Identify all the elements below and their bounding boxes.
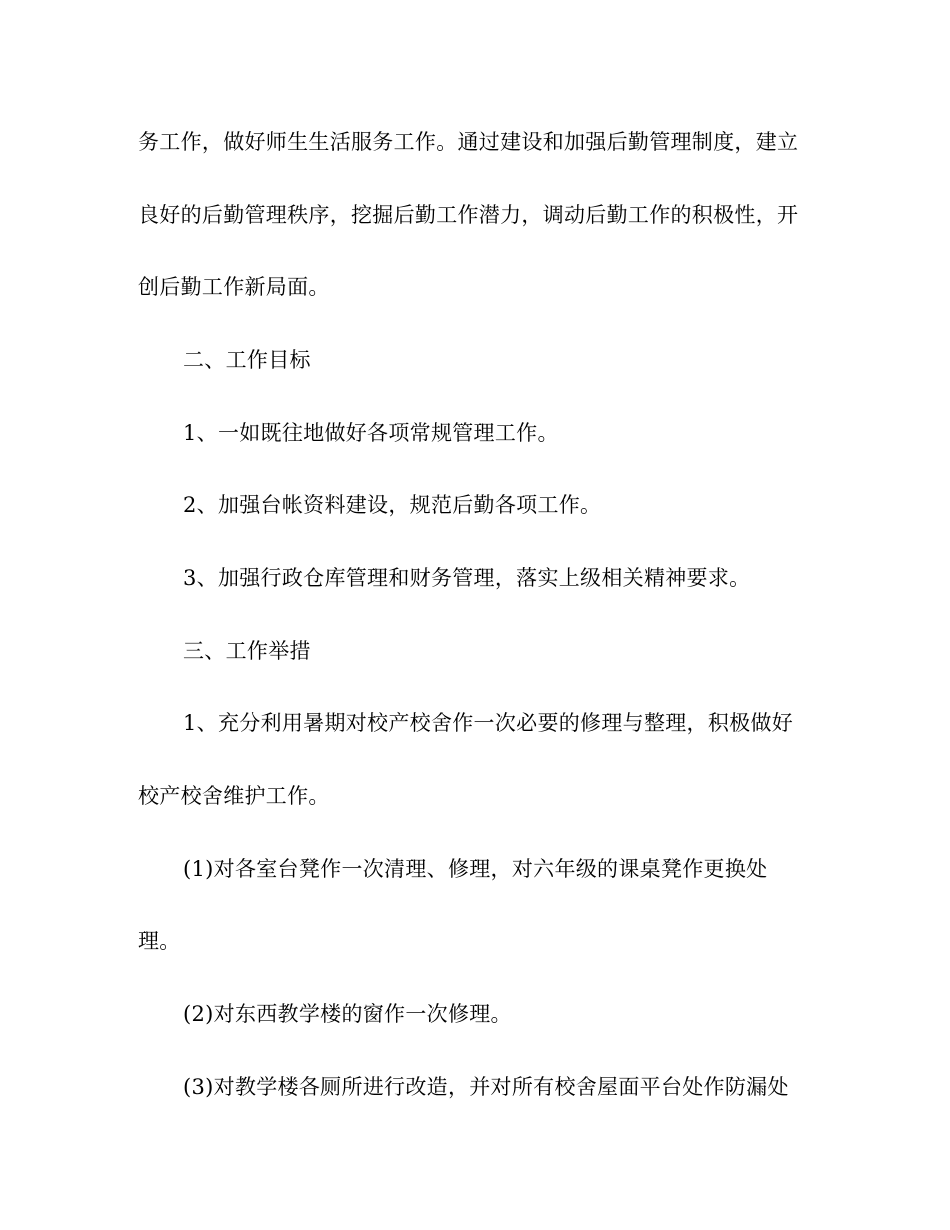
list-item: 3、加强行政仓库管理和财务管理，落实上级相关精神要求。 (183, 566, 751, 590)
paragraph-line: 创后勤工作新局面。 (138, 275, 330, 299)
paragraph-line: 校产校舍维护工作。 (138, 784, 330, 808)
section-heading: 二、工作目标 (183, 348, 311, 372)
list-item: 1、一如既往地做好各项常规管理工作。 (183, 421, 559, 445)
paragraph-line: 务工作，做好师生生活服务工作。通过建设和加强后勤管理制度，建立 (138, 130, 799, 154)
list-item: 2、加强台帐资料建设，规范后勤各项工作。 (183, 493, 602, 517)
sub-item: (2)对东西教学楼的窗作一次修理。 (183, 1002, 512, 1026)
paragraph-line: 良好的后勤管理秩序，挖掘后勤工作潜力，调动后勤工作的积极性，开 (138, 203, 799, 227)
list-item: 1、充分利用暑期对校产校舍作一次必要的修理与整理，积极做好 (183, 711, 794, 735)
paragraph-line: 理。 (138, 929, 181, 953)
section-heading: 三、工作举措 (183, 639, 311, 663)
sub-item: (1)对各室台凳作一次清理、修理，对六年级的课桌凳作更换处 (183, 857, 768, 881)
sub-item: (3)对教学楼各厕所进行改造，并对所有校舍屋面平台处作防漏处 (183, 1075, 789, 1099)
